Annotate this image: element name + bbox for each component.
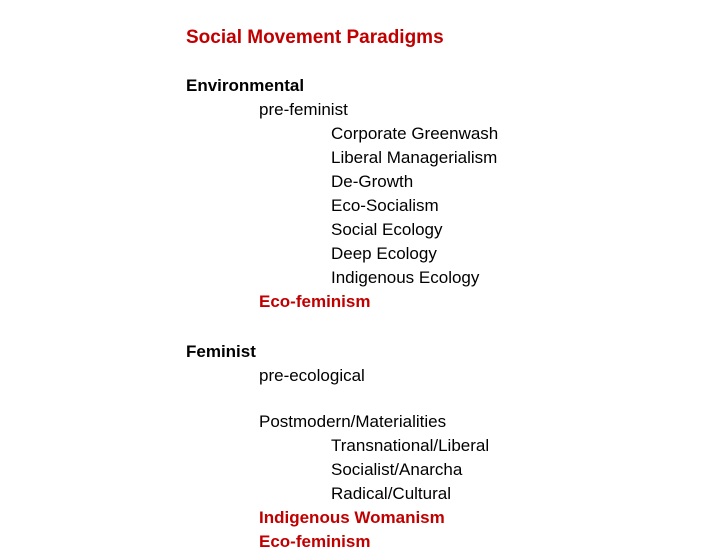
environmental-item: Liberal Managerialism (331, 148, 498, 167)
feminist-item: Radical/Cultural (331, 484, 451, 503)
environmental-highlight: Eco-feminism (259, 292, 371, 311)
feminist-subheading: pre-ecological (259, 366, 365, 385)
feminist-subheading-2: Postmodern/Materialities (259, 412, 447, 431)
feminist-item: Transnational/Liberal (331, 436, 490, 455)
environmental-item: Indigenous Ecology (331, 268, 480, 287)
environmental-item: Eco-Socialism (331, 196, 439, 215)
feminist-highlight: Indigenous Womanism (259, 508, 445, 527)
environmental-item: Social Ecology (331, 220, 443, 239)
environmental-item: Deep Ecology (331, 244, 437, 263)
feminist-heading: Feminist (186, 342, 256, 361)
environmental-heading: Environmental (186, 76, 305, 95)
environmental-item: De-Growth (331, 172, 414, 191)
feminist-highlight-cut: Eco-feminism (259, 532, 371, 551)
environmental-item: Corporate Greenwash (331, 124, 499, 143)
environmental-subheading: pre-feminist (259, 100, 348, 119)
feminist-item: Socialist/Anarcha (331, 460, 463, 479)
page-title: Social Movement Paradigms (186, 27, 444, 48)
